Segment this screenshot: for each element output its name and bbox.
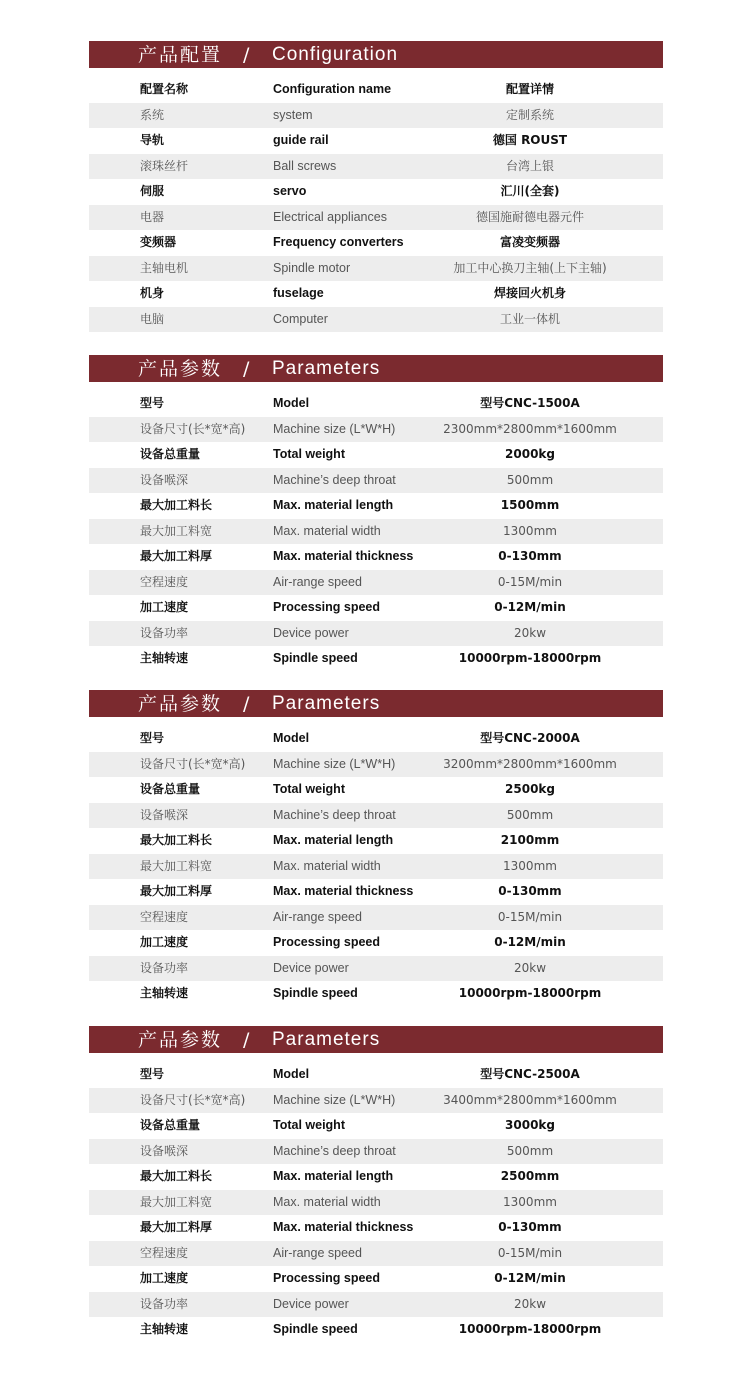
table-row: [89, 230, 663, 256]
row-label-cn: 最大加工料宽: [140, 858, 213, 873]
table-row: [89, 803, 663, 829]
row-value: 10000rpm-18000rpm: [458, 651, 602, 665]
table-row: [89, 1190, 663, 1216]
section-title-cn: 产品参数: [138, 358, 223, 380]
row-value: 3400mm*2800mm*1600mm: [443, 1092, 617, 1107]
section-title-slash: /: [243, 693, 250, 715]
table-row: [89, 154, 663, 180]
table-row: [89, 281, 663, 307]
section-title-cn: 产品参数: [138, 693, 223, 715]
header-cell: Model: [273, 731, 310, 745]
row-label-en: Processing speed: [273, 935, 380, 949]
row-label-cn: 设备功率: [140, 1296, 189, 1311]
row-value: 0-130mm: [498, 1220, 562, 1234]
table-row: [89, 956, 663, 982]
row-value: 汇川(全套): [500, 184, 560, 198]
table-row: [89, 930, 663, 956]
row-label-en: Spindle speed: [273, 986, 358, 1000]
row-label-en: Max. material thickness: [273, 549, 414, 563]
section-banner: [89, 1026, 663, 1053]
row-label-cn: 设备总重量: [140, 782, 201, 796]
section-banner: [89, 355, 663, 382]
table-row: [89, 1113, 663, 1139]
row-value: 台湾上银: [505, 158, 554, 173]
row-label-cn: 加工速度: [140, 1271, 189, 1285]
header-cell: 型号CNC-2000A: [480, 731, 580, 745]
row-label-cn: 最大加工料厚: [140, 549, 213, 563]
row-value: 0-15M/min: [497, 1245, 563, 1260]
row-label-cn: 主轴转速: [140, 651, 189, 665]
row-label-en: Max. material width: [273, 858, 381, 873]
row-label-cn: 设备总重量: [140, 447, 201, 461]
row-value: 焊接回火机身: [493, 286, 566, 300]
row-label-en: Machine’s deep throat: [273, 472, 396, 487]
row-label-cn: 变频器: [140, 235, 177, 249]
table-row: [89, 179, 663, 205]
row-label-cn: 主轴转速: [140, 1322, 189, 1336]
row-label-cn: 设备喉深: [140, 472, 189, 487]
row-label-en: Machine’s deep throat: [273, 807, 396, 822]
table-header-row: [89, 1062, 663, 1088]
row-label-cn: 最大加工料厚: [140, 884, 213, 898]
section-title-en: Parameters: [272, 693, 381, 714]
row-label-en: Total weight: [273, 782, 345, 796]
row-label-en: Machine’s deep throat: [273, 1143, 396, 1158]
table-row: [89, 1164, 663, 1190]
row-label-cn: 加工速度: [140, 600, 189, 614]
table-row: [89, 646, 663, 672]
section-title-slash: /: [243, 44, 250, 66]
section-title-en: Configuration: [272, 44, 399, 65]
section-title-cn: 产品配置: [138, 44, 223, 66]
table-row: [89, 307, 663, 333]
row-value: 500mm: [506, 472, 554, 487]
row-label-en: Air-range speed: [273, 574, 362, 589]
row-value: 加工中心换刀主轴(上下主轴): [453, 260, 607, 275]
table-row: [89, 256, 663, 282]
row-value: 富凌变频器: [499, 235, 560, 249]
table-row: [89, 417, 663, 443]
row-label-en: Max. material length: [273, 833, 394, 847]
row-value: 20kw: [513, 960, 547, 975]
row-label-en: Ball screws: [273, 158, 337, 173]
row-label-en: Spindle speed: [273, 651, 358, 665]
row-value: 3200mm*2800mm*1600mm: [443, 756, 617, 771]
row-label-en: Computer: [273, 311, 328, 326]
row-value: 20kw: [513, 1296, 547, 1311]
row-value: 500mm: [506, 807, 554, 822]
header-cell: 型号: [140, 731, 165, 745]
row-value: 0-12M/min: [494, 1271, 566, 1285]
header-cell: 配置名称: [140, 82, 189, 96]
row-label-en: Electrical appliances: [273, 209, 387, 224]
row-label-cn: 电脑: [140, 311, 165, 326]
table-header-row: [89, 391, 663, 417]
table-row: [89, 905, 663, 931]
header-cell: 型号: [140, 1067, 165, 1081]
row-label-cn: 最大加工料宽: [140, 523, 213, 538]
row-label-cn: 最大加工料宽: [140, 1194, 213, 1209]
row-value: 2500kg: [505, 782, 555, 796]
header-cell: 型号CNC-1500A: [480, 396, 580, 410]
row-label-cn: 设备尺寸(长*宽*高): [140, 421, 246, 436]
row-value: 1300mm: [503, 523, 557, 538]
table-row: [89, 777, 663, 803]
table-row: [89, 752, 663, 778]
row-label-cn: 加工速度: [140, 935, 189, 949]
config-table: [89, 77, 663, 332]
row-value: 工业一体机: [499, 311, 560, 326]
row-value: 0-130mm: [498, 884, 562, 898]
row-label-en: servo: [273, 184, 307, 198]
section-title-cn: 产品参数: [138, 1029, 223, 1051]
row-label-en: Max. material width: [273, 1194, 381, 1209]
header-cell: 配置详情: [505, 82, 554, 96]
row-label-cn: 空程速度: [140, 909, 189, 924]
row-label-en: Total weight: [273, 447, 345, 461]
row-label-cn: 设备总重量: [140, 1118, 201, 1132]
row-value: 定制系统: [505, 107, 554, 122]
row-label-cn: 电器: [140, 209, 165, 224]
row-label-en: Spindle motor: [273, 260, 351, 275]
row-value: 2300mm*2800mm*1600mm: [443, 421, 617, 436]
row-label-en: Max. material length: [273, 498, 394, 512]
table-row: [89, 442, 663, 468]
row-label-en: Air-range speed: [273, 909, 362, 924]
row-label-cn: 机身: [140, 286, 165, 300]
row-label-cn: 空程速度: [140, 574, 189, 589]
table-row: [89, 103, 663, 129]
row-value: 0-130mm: [498, 549, 562, 563]
row-value: 2000kg: [505, 447, 555, 461]
section-banner: [89, 41, 663, 68]
row-label-en: Air-range speed: [273, 1245, 362, 1260]
row-value: 20kw: [513, 625, 547, 640]
row-label-cn: 设备尺寸(长*宽*高): [140, 756, 246, 771]
row-label-cn: 系统: [140, 107, 165, 122]
table-row: [89, 981, 663, 1007]
row-value: 1300mm: [503, 858, 557, 873]
table-header-row: [89, 77, 663, 103]
row-label-cn: 伺服: [140, 184, 165, 198]
header-cell: Configuration name: [273, 82, 392, 96]
row-label-cn: 最大加工料厚: [140, 1220, 213, 1234]
header-cell: Model: [273, 1067, 310, 1081]
row-value: 1300mm: [503, 1194, 557, 1209]
row-value: 德国施耐德电器元件: [475, 209, 584, 224]
table-header-row: [89, 726, 663, 752]
row-label-cn: 最大加工料长: [140, 833, 213, 847]
row-value: 10000rpm-18000rpm: [458, 986, 602, 1000]
row-value: 德国 ROUST: [492, 133, 568, 147]
row-label-cn: 最大加工料长: [140, 498, 213, 512]
row-value: 10000rpm-18000rpm: [458, 1322, 602, 1336]
section-title-slash: /: [243, 1029, 250, 1051]
row-label-en: fuselage: [273, 286, 324, 300]
row-label-en: Device power: [273, 1296, 349, 1311]
row-label-cn: 最大加工料长: [140, 1169, 213, 1183]
row-label-en: Spindle speed: [273, 1322, 358, 1336]
table-row: [89, 1215, 663, 1241]
row-label-en: Machine size (L*W*H): [273, 421, 396, 436]
table-row: [89, 1317, 663, 1343]
header-cell: 型号: [140, 396, 165, 410]
row-label-cn: 滚珠丝杆: [140, 158, 189, 173]
table-row: [89, 595, 663, 621]
row-label-en: Max. material length: [273, 1169, 394, 1183]
table-row: [89, 570, 663, 596]
table-row: [89, 519, 663, 545]
table-row: [89, 1088, 663, 1114]
row-label-en: Processing speed: [273, 1271, 380, 1285]
table-row: [89, 854, 663, 880]
row-value: 2500mm: [500, 1169, 560, 1183]
row-label-cn: 设备功率: [140, 625, 189, 640]
section-title-en: Parameters: [272, 1029, 381, 1050]
table-row: [89, 621, 663, 647]
row-value: 3000kg: [505, 1118, 555, 1132]
row-label-en: Device power: [273, 960, 349, 975]
row-label-en: guide rail: [273, 133, 329, 147]
table-row: [89, 493, 663, 519]
row-label-en: Max. material thickness: [273, 1220, 414, 1234]
parameters-section-2500a: [89, 1026, 663, 1343]
table-row: [89, 828, 663, 854]
row-label-cn: 空程速度: [140, 1245, 189, 1260]
row-label-cn: 设备功率: [140, 960, 189, 975]
row-label-cn: 导轨: [140, 133, 165, 147]
parameters-table: [89, 391, 663, 672]
section-banner: [89, 690, 663, 717]
parameters-section-2000a: [89, 690, 663, 1007]
row-value: 2100mm: [500, 833, 560, 847]
row-value: 0-12M/min: [494, 935, 566, 949]
row-label-en: Frequency converters: [273, 235, 404, 249]
section-title-en: Parameters: [272, 358, 381, 379]
table-row: [89, 1292, 663, 1318]
table-row: [89, 544, 663, 570]
table-row: [89, 879, 663, 905]
row-label-en: Device power: [273, 625, 349, 640]
row-label-cn: 设备喉深: [140, 807, 189, 822]
row-value: 0-15M/min: [497, 574, 563, 589]
row-value: 500mm: [506, 1143, 554, 1158]
row-value: 0-12M/min: [494, 600, 566, 614]
row-label-cn: 设备尺寸(长*宽*高): [140, 1092, 246, 1107]
header-cell: 型号CNC-2500A: [480, 1067, 580, 1081]
row-label-en: Total weight: [273, 1118, 345, 1132]
table-row: [89, 1241, 663, 1267]
table-row: [89, 205, 663, 231]
parameters-table: [89, 726, 663, 1007]
row-value: 0-15M/min: [497, 909, 563, 924]
row-label-en: Max. material width: [273, 523, 381, 538]
row-label-cn: 主轴转速: [140, 986, 189, 1000]
row-label-en: Max. material thickness: [273, 884, 414, 898]
row-label-en: system: [273, 107, 313, 122]
row-label-en: Machine size (L*W*H): [273, 756, 396, 771]
table-row: [89, 128, 663, 154]
parameters-section-1500a: [89, 355, 663, 672]
row-label-cn: 设备喉深: [140, 1143, 189, 1158]
section-title-slash: /: [243, 358, 250, 380]
row-label-cn: 主轴电机: [140, 260, 189, 275]
configuration-section: [89, 41, 663, 332]
header-cell: Model: [273, 396, 310, 410]
table-row: [89, 468, 663, 494]
row-label-en: Machine size (L*W*H): [273, 1092, 396, 1107]
parameters-table: [89, 1062, 663, 1343]
row-label-en: Processing speed: [273, 600, 380, 614]
row-value: 1500mm: [500, 498, 560, 512]
table-row: [89, 1139, 663, 1165]
table-row: [89, 1266, 663, 1292]
